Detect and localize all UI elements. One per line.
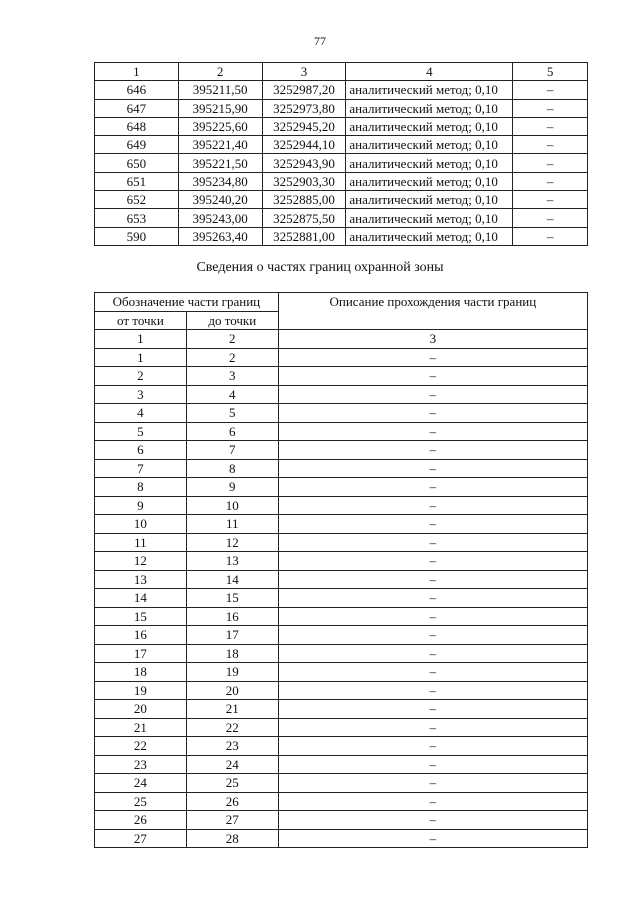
table-cell: – bbox=[513, 117, 588, 135]
table-cell: – bbox=[278, 811, 587, 830]
table-cell: – bbox=[278, 441, 587, 460]
table-cell: 13 bbox=[186, 552, 278, 571]
table-cell: 24 bbox=[186, 755, 278, 774]
table-cell: 7 bbox=[95, 459, 187, 478]
table-row bbox=[95, 117, 588, 135]
boundary-parts-table bbox=[94, 292, 588, 848]
table-row bbox=[95, 829, 588, 848]
table-row bbox=[95, 792, 588, 811]
table-row bbox=[95, 570, 588, 589]
table-row bbox=[95, 385, 588, 404]
numbering-cell: 3 bbox=[278, 330, 587, 349]
table-cell: 27 bbox=[95, 829, 187, 848]
table-cell: – bbox=[278, 348, 587, 367]
table-cell: 9 bbox=[186, 478, 278, 497]
table-row bbox=[95, 811, 588, 830]
table-cell: 20 bbox=[95, 700, 187, 719]
table-cell: 3252881,00 bbox=[262, 227, 346, 245]
table-cell: 395211,50 bbox=[178, 81, 262, 99]
table-cell: – bbox=[278, 663, 587, 682]
table-row bbox=[95, 681, 588, 700]
table-row bbox=[95, 441, 588, 460]
table-cell: – bbox=[513, 136, 588, 154]
table-cell: 395243,00 bbox=[178, 209, 262, 227]
table-cell: – bbox=[278, 718, 587, 737]
table-row bbox=[95, 404, 588, 423]
table-row bbox=[95, 81, 588, 99]
table-cell: 395263,40 bbox=[178, 227, 262, 245]
table-cell: – bbox=[278, 478, 587, 497]
table-cell: 11 bbox=[186, 515, 278, 534]
table-cell: 3252973,80 bbox=[262, 99, 346, 117]
table-cell: аналитический метод; 0,10 bbox=[346, 99, 513, 117]
table-cell: 18 bbox=[186, 644, 278, 663]
table-cell: 9 bbox=[95, 496, 187, 515]
table-cell: 3252885,00 bbox=[262, 191, 346, 209]
coordinates-header-row bbox=[95, 63, 588, 81]
table-cell: 3252945,20 bbox=[262, 117, 346, 135]
table-cell: – bbox=[513, 209, 588, 227]
table-cell: аналитический метод; 0,10 bbox=[346, 154, 513, 172]
parts-numbering-row bbox=[95, 330, 588, 349]
table-cell: – bbox=[278, 792, 587, 811]
coordinates-table bbox=[94, 62, 588, 246]
table-row bbox=[95, 136, 588, 154]
table-cell: 3252875,50 bbox=[262, 209, 346, 227]
table-cell: 651 bbox=[95, 172, 179, 190]
table-row bbox=[95, 172, 588, 190]
table-cell: 20 bbox=[186, 681, 278, 700]
table-row bbox=[95, 348, 588, 367]
table-cell: 12 bbox=[95, 552, 187, 571]
table-cell: 28 bbox=[186, 829, 278, 848]
table-cell: 24 bbox=[95, 774, 187, 793]
section-title: Сведения о частях границ охранной зоны bbox=[196, 260, 444, 275]
table-cell: – bbox=[278, 774, 587, 793]
table-cell: – bbox=[278, 607, 587, 626]
table-cell: 3 bbox=[186, 367, 278, 386]
table-cell: 395225,60 bbox=[178, 117, 262, 135]
table-cell: 16 bbox=[95, 626, 187, 645]
table-row bbox=[95, 700, 588, 719]
table-cell: аналитический метод; 0,10 bbox=[346, 136, 513, 154]
table-cell: – bbox=[513, 227, 588, 245]
table-row bbox=[95, 755, 588, 774]
table-cell: 21 bbox=[186, 700, 278, 719]
table-cell: 23 bbox=[186, 737, 278, 756]
table-cell: 4 bbox=[186, 385, 278, 404]
table-cell: 649 bbox=[95, 136, 179, 154]
table-cell: 648 bbox=[95, 117, 179, 135]
numbering-cell: 2 bbox=[186, 330, 278, 349]
table-cell: 653 bbox=[95, 209, 179, 227]
table-cell: – bbox=[513, 99, 588, 117]
table-cell: – bbox=[278, 385, 587, 404]
table-cell: – bbox=[278, 533, 587, 552]
table-cell: 22 bbox=[95, 737, 187, 756]
table-cell: аналитический метод; 0,10 bbox=[346, 81, 513, 99]
header-description-cell: Описание прохождения части границ bbox=[278, 293, 587, 330]
table-row bbox=[95, 552, 588, 571]
table-cell: 652 bbox=[95, 191, 179, 209]
table-cell: 21 bbox=[95, 718, 187, 737]
table-cell: – bbox=[513, 191, 588, 209]
table-cell: 395234,80 bbox=[178, 172, 262, 190]
page-number: 77 bbox=[314, 34, 326, 48]
table-row bbox=[95, 644, 588, 663]
table-cell: – bbox=[513, 172, 588, 190]
parts-header-row bbox=[95, 293, 588, 312]
table-cell: – bbox=[278, 459, 587, 478]
table-row bbox=[95, 154, 588, 172]
header-cell: 2 bbox=[178, 63, 262, 81]
header-from-cell: от точки bbox=[95, 311, 187, 330]
table-cell: 16 bbox=[186, 607, 278, 626]
table-cell: 14 bbox=[186, 570, 278, 589]
table-cell: 14 bbox=[95, 589, 187, 608]
table-cell: – bbox=[278, 700, 587, 719]
table-cell: 3 bbox=[95, 385, 187, 404]
table-cell: аналитический метод; 0,10 bbox=[346, 172, 513, 190]
table-row bbox=[95, 227, 588, 245]
table-cell: 590 bbox=[95, 227, 179, 245]
header-to-cell: до точки bbox=[186, 311, 278, 330]
table-cell: 27 bbox=[186, 811, 278, 830]
table-row bbox=[95, 533, 588, 552]
table-cell: – bbox=[278, 626, 587, 645]
table-cell: 4 bbox=[95, 404, 187, 423]
table-cell: 5 bbox=[186, 404, 278, 423]
table-cell: 19 bbox=[95, 681, 187, 700]
table-cell: 3252987,20 bbox=[262, 81, 346, 99]
table-row bbox=[95, 589, 588, 608]
table-cell: 25 bbox=[186, 774, 278, 793]
table-cell: 10 bbox=[186, 496, 278, 515]
table-cell: 17 bbox=[186, 626, 278, 645]
table-cell: 15 bbox=[186, 589, 278, 608]
table-cell: 6 bbox=[95, 441, 187, 460]
header-cell: 3 bbox=[262, 63, 346, 81]
table-cell: 395215,90 bbox=[178, 99, 262, 117]
table-cell: 26 bbox=[186, 792, 278, 811]
table-row bbox=[95, 737, 588, 756]
table-cell: – bbox=[278, 404, 587, 423]
table-cell: 26 bbox=[95, 811, 187, 830]
table-cell: 19 bbox=[186, 663, 278, 682]
table-row bbox=[95, 774, 588, 793]
header-cell: 4 bbox=[346, 63, 513, 81]
table-cell: – bbox=[278, 367, 587, 386]
table-cell: – bbox=[278, 829, 587, 848]
table-row bbox=[95, 496, 588, 515]
table-row bbox=[95, 191, 588, 209]
header-cell: 1 bbox=[95, 63, 179, 81]
table-row bbox=[95, 663, 588, 682]
table-cell: – bbox=[278, 681, 587, 700]
table-cell: – bbox=[278, 755, 587, 774]
table-cell: – bbox=[278, 570, 587, 589]
table-cell: 17 bbox=[95, 644, 187, 663]
table-cell: 647 bbox=[95, 99, 179, 117]
table-cell: 3252943,90 bbox=[262, 154, 346, 172]
table-cell: 23 bbox=[95, 755, 187, 774]
table-cell: 12 bbox=[186, 533, 278, 552]
table-cell: аналитический метод; 0,10 bbox=[346, 227, 513, 245]
table-cell: – bbox=[278, 515, 587, 534]
table-row bbox=[95, 515, 588, 534]
table-cell: 1 bbox=[95, 348, 187, 367]
table-cell: 15 bbox=[95, 607, 187, 626]
table-cell: 6 bbox=[186, 422, 278, 441]
table-cell: – bbox=[278, 422, 587, 441]
table-cell: аналитический метод; 0,10 bbox=[346, 191, 513, 209]
table-cell: 7 bbox=[186, 441, 278, 460]
table-cell: 395221,40 bbox=[178, 136, 262, 154]
table-cell: – bbox=[513, 154, 588, 172]
table-cell: – bbox=[278, 496, 587, 515]
numbering-cell: 1 bbox=[95, 330, 187, 349]
table-cell: 2 bbox=[186, 348, 278, 367]
table-row bbox=[95, 367, 588, 386]
table-cell: 395240,20 bbox=[178, 191, 262, 209]
table-cell: 11 bbox=[95, 533, 187, 552]
table-cell: – bbox=[278, 737, 587, 756]
table-row bbox=[95, 626, 588, 645]
table-cell: – bbox=[513, 81, 588, 99]
table-cell: 13 bbox=[95, 570, 187, 589]
table-row bbox=[95, 478, 588, 497]
table-row bbox=[95, 459, 588, 478]
table-row bbox=[95, 718, 588, 737]
table-row bbox=[95, 607, 588, 626]
table-row bbox=[95, 99, 588, 117]
header-cell: 5 bbox=[513, 63, 588, 81]
table-cell: – bbox=[278, 552, 587, 571]
table-row bbox=[95, 422, 588, 441]
table-cell: 2 bbox=[95, 367, 187, 386]
table-cell: 646 bbox=[95, 81, 179, 99]
table-cell: 22 bbox=[186, 718, 278, 737]
table-row bbox=[95, 209, 588, 227]
table-cell: 10 bbox=[95, 515, 187, 534]
table-cell: 3252944,10 bbox=[262, 136, 346, 154]
table-cell: – bbox=[278, 644, 587, 663]
table-cell: 8 bbox=[95, 478, 187, 497]
table-cell: 8 bbox=[186, 459, 278, 478]
table-cell: аналитический метод; 0,10 bbox=[346, 209, 513, 227]
table-cell: аналитический метод; 0,10 bbox=[346, 117, 513, 135]
header-group-cell: Обозначение части границ bbox=[95, 293, 279, 312]
table-cell: – bbox=[278, 589, 587, 608]
table-cell: 395221,50 bbox=[178, 154, 262, 172]
table-cell: 3252903,30 bbox=[262, 172, 346, 190]
table-cell: 650 bbox=[95, 154, 179, 172]
table-cell: 5 bbox=[95, 422, 187, 441]
table-cell: 25 bbox=[95, 792, 187, 811]
table-cell: 18 bbox=[95, 663, 187, 682]
